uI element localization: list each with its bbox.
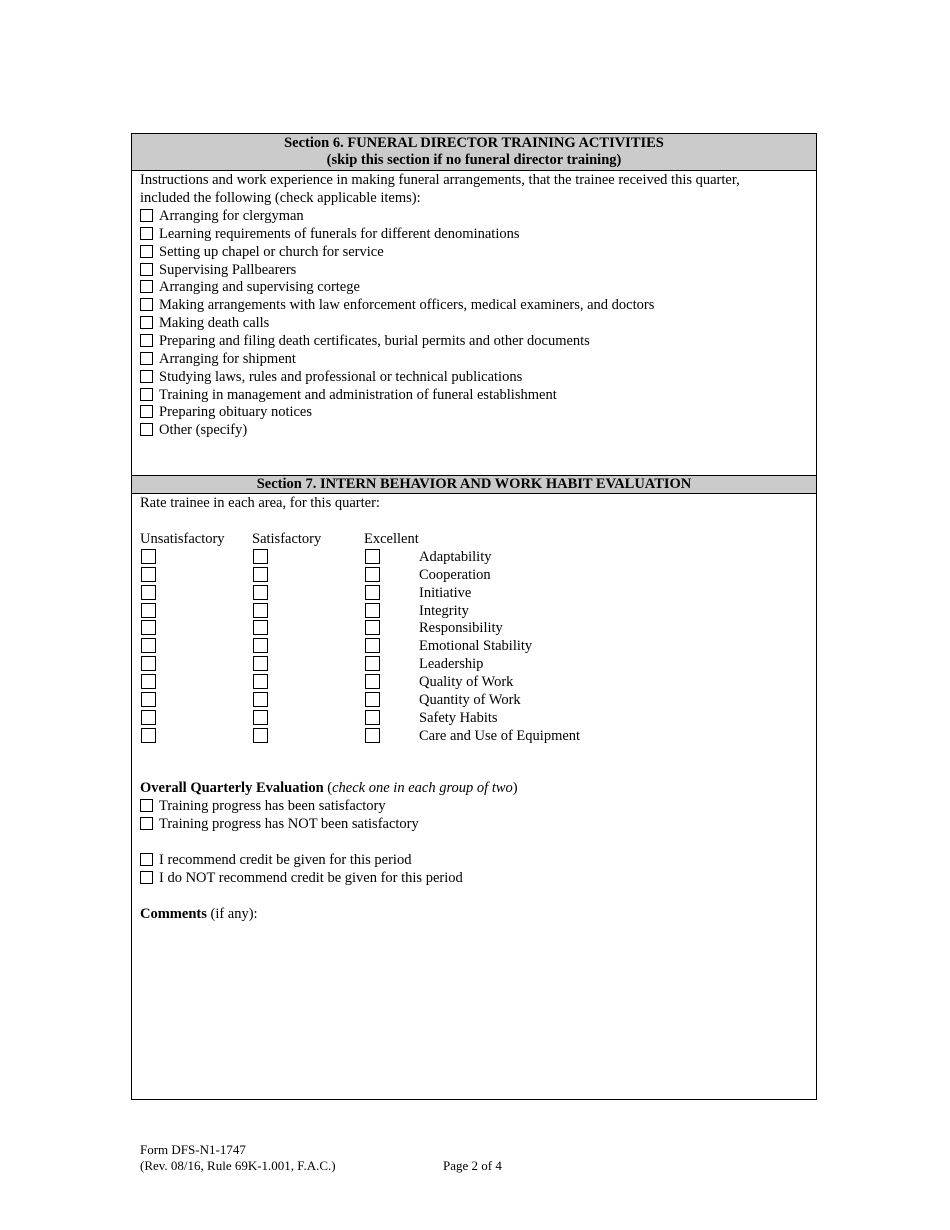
rating-area-label: Emotional Stability bbox=[419, 638, 533, 655]
section-6-intro-line-2: included the following (check applicable items): bbox=[140, 190, 421, 206]
section-6-header bbox=[132, 134, 816, 171]
rating-excellent-checkbox[interactable] bbox=[365, 549, 380, 564]
progress-option-not-satisfactory[interactable] bbox=[140, 815, 419, 833]
rating-satisfactory-checkbox[interactable] bbox=[253, 674, 268, 689]
activity-label: Learning requirements of funerals for different denominations bbox=[159, 225, 520, 242]
rating-unsatisfactory-checkbox[interactable] bbox=[141, 603, 156, 618]
rating-excellent-checkbox[interactable] bbox=[365, 603, 380, 618]
rating-unsatisfactory-checkbox[interactable] bbox=[141, 620, 156, 635]
activity-checkbox[interactable] bbox=[140, 388, 153, 401]
comments-label: Comments bbox=[140, 906, 207, 922]
training-activity-item[interactable] bbox=[140, 207, 304, 225]
rating-area-label: Quality of Work bbox=[419, 673, 514, 690]
activity-label: Preparing and filing death certificates, burial permits and other documents bbox=[159, 332, 590, 349]
activity-checkbox[interactable] bbox=[140, 405, 153, 418]
progress-option-satisfactory[interactable] bbox=[140, 797, 386, 815]
rating-excellent-checkbox[interactable] bbox=[365, 620, 380, 635]
rating-area-label: Initiative bbox=[419, 584, 472, 601]
activity-checkbox[interactable] bbox=[140, 227, 153, 240]
rating-area-label: Integrity bbox=[419, 602, 469, 619]
footer-form-number: Form DFS-N1-1747 bbox=[140, 1142, 246, 1157]
activity-checkbox[interactable] bbox=[140, 316, 153, 329]
training-activity-item[interactable] bbox=[140, 332, 590, 350]
progress-satisfactory-label: Training progress has been satisfactory bbox=[159, 798, 386, 814]
training-activity-item[interactable] bbox=[140, 243, 384, 261]
activity-checkbox[interactable] bbox=[140, 209, 153, 222]
overall-evaluation-label: Overall Quarterly Evaluation bbox=[140, 780, 324, 796]
rating-area-label: Quantity of Work bbox=[419, 691, 521, 708]
rating-satisfactory-checkbox[interactable] bbox=[253, 549, 268, 564]
activity-checkbox[interactable] bbox=[140, 245, 153, 258]
rating-excellent-checkbox[interactable] bbox=[365, 728, 380, 743]
rating-satisfactory-checkbox[interactable] bbox=[253, 710, 268, 725]
overall-paren-close: ) bbox=[512, 780, 518, 796]
overall-paren-open: ( bbox=[323, 780, 333, 796]
activity-label: Training in management and administration of funeral establishment bbox=[159, 386, 557, 403]
activity-label: Other (specify) bbox=[159, 422, 248, 439]
footer-revision: (Rev. 08/16, Rule 69K-1.001, F.A.C.) bbox=[140, 1158, 336, 1173]
progress-satisfactory-checkbox[interactable] bbox=[140, 799, 153, 812]
credit-option-recommend[interactable] bbox=[140, 851, 411, 869]
rating-unsatisfactory-checkbox[interactable] bbox=[141, 638, 156, 653]
rating-unsatisfactory-checkbox[interactable] bbox=[141, 567, 156, 582]
credit-not-recommend-checkbox[interactable] bbox=[140, 871, 153, 884]
rating-satisfactory-checkbox[interactable] bbox=[253, 585, 268, 600]
evaluation-form bbox=[131, 133, 817, 1100]
training-activity-item[interactable] bbox=[140, 403, 312, 421]
activity-checkbox[interactable] bbox=[140, 352, 153, 365]
training-activity-item[interactable] bbox=[140, 314, 269, 332]
rating-unsatisfactory-checkbox[interactable] bbox=[141, 549, 156, 564]
comments-area[interactable] bbox=[140, 926, 808, 1091]
rating-area-label: Adaptability bbox=[419, 549, 492, 565]
activity-label: Arranging and supervising cortege bbox=[159, 279, 360, 296]
credit-not-recommend-label: I do NOT recommend credit be given for this period bbox=[159, 870, 463, 886]
activity-label: Supervising Pallbearers bbox=[159, 261, 297, 278]
activity-checkbox[interactable] bbox=[140, 263, 153, 276]
training-activity-item[interactable] bbox=[140, 296, 654, 314]
column-header-unsatisfactory: Unsatisfactory bbox=[140, 531, 225, 547]
training-activity-item[interactable] bbox=[140, 278, 360, 296]
rating-excellent-checkbox[interactable] bbox=[365, 638, 380, 653]
activity-label: Arranging for clergyman bbox=[159, 208, 304, 224]
training-activity-item[interactable] bbox=[140, 350, 296, 368]
training-activity-item[interactable] bbox=[140, 261, 296, 279]
activity-label: Studying laws, rules and professional or technical publications bbox=[159, 368, 523, 385]
rating-area-label: Leadership bbox=[419, 656, 484, 673]
rating-satisfactory-checkbox[interactable] bbox=[253, 638, 268, 653]
rating-area-label: Care and Use of Equipment bbox=[419, 727, 581, 744]
comments-heading bbox=[140, 905, 258, 923]
activity-label: Making arrangements with law enforcement officers, medical examiners, and doctors bbox=[159, 297, 655, 314]
progress-not-satisfactory-label: Training progress has NOT been satisfactory bbox=[159, 816, 419, 832]
footer-page-number: Page 2 of 4 bbox=[443, 1158, 502, 1173]
credit-recommend-label: I recommend credit be given for this period bbox=[159, 852, 412, 868]
section-6-title: Section 6. FUNERAL DIRECTOR TRAINING ACTIVITIES bbox=[284, 135, 664, 151]
rating-satisfactory-checkbox[interactable] bbox=[253, 603, 268, 618]
rating-unsatisfactory-checkbox[interactable] bbox=[141, 674, 156, 689]
section-6-intro-line-1: Instructions and work experience in making funeral arrangements, that the trainee received this quarter, bbox=[140, 172, 740, 188]
activity-checkbox[interactable] bbox=[140, 298, 153, 311]
rating-satisfactory-checkbox[interactable] bbox=[253, 656, 268, 671]
training-activity-item[interactable] bbox=[140, 386, 557, 404]
rating-unsatisfactory-checkbox[interactable] bbox=[141, 710, 156, 725]
rating-unsatisfactory-checkbox[interactable] bbox=[141, 728, 156, 743]
activity-checkbox[interactable] bbox=[140, 370, 153, 383]
progress-not-satisfactory-checkbox[interactable] bbox=[140, 817, 153, 830]
section-7-header bbox=[132, 475, 816, 494]
rating-area-label: Safety Habits bbox=[419, 709, 498, 726]
activity-checkbox[interactable] bbox=[140, 423, 153, 436]
activity-label: Preparing obituary notices bbox=[159, 404, 313, 421]
rating-satisfactory-checkbox[interactable] bbox=[253, 728, 268, 743]
section-7-title: Section 7. INTERN BEHAVIOR AND WORK HABIT EVALUATION bbox=[256, 476, 692, 492]
rating-excellent-checkbox[interactable] bbox=[365, 674, 380, 689]
rating-satisfactory-checkbox[interactable] bbox=[253, 620, 268, 635]
overall-evaluation-heading bbox=[140, 779, 518, 797]
comments-suffix: (if any): bbox=[206, 906, 258, 922]
rating-area-label: Responsibility bbox=[419, 620, 503, 637]
rating-unsatisfactory-checkbox[interactable] bbox=[141, 585, 156, 600]
rating-excellent-checkbox[interactable] bbox=[365, 656, 380, 671]
rating-unsatisfactory-checkbox[interactable] bbox=[141, 692, 156, 707]
rating-excellent-checkbox[interactable] bbox=[365, 692, 380, 707]
rating-satisfactory-checkbox[interactable] bbox=[253, 692, 268, 707]
training-activity-item[interactable] bbox=[140, 421, 247, 439]
rating-excellent-checkbox[interactable] bbox=[365, 710, 380, 725]
rating-excellent-checkbox[interactable] bbox=[365, 585, 380, 600]
activity-label: Setting up chapel or church for service bbox=[159, 243, 384, 260]
rating-area-label: Cooperation bbox=[419, 566, 491, 583]
activity-checkbox[interactable] bbox=[140, 280, 153, 293]
activity-label: Making death calls bbox=[159, 315, 270, 332]
rating-unsatisfactory-checkbox[interactable] bbox=[141, 656, 156, 671]
rating-excellent-checkbox[interactable] bbox=[365, 567, 380, 582]
credit-option-not-recommend[interactable] bbox=[140, 869, 463, 887]
overall-instruction: check one in each group of two bbox=[332, 780, 513, 796]
training-activity-item[interactable] bbox=[140, 225, 520, 243]
section-7-intro: Rate trainee in each area, for this quarter: bbox=[140, 495, 380, 511]
activity-label: Arranging for shipment bbox=[159, 350, 296, 367]
section-6-subtitle: (skip this section if no funeral director training) bbox=[326, 152, 622, 168]
activity-checkbox[interactable] bbox=[140, 334, 153, 347]
column-header-satisfactory: Satisfactory bbox=[252, 531, 322, 547]
column-header-excellent: Excellent bbox=[364, 531, 419, 547]
training-activity-item[interactable] bbox=[140, 368, 522, 386]
credit-recommend-checkbox[interactable] bbox=[140, 853, 153, 866]
rating-satisfactory-checkbox[interactable] bbox=[253, 567, 268, 582]
